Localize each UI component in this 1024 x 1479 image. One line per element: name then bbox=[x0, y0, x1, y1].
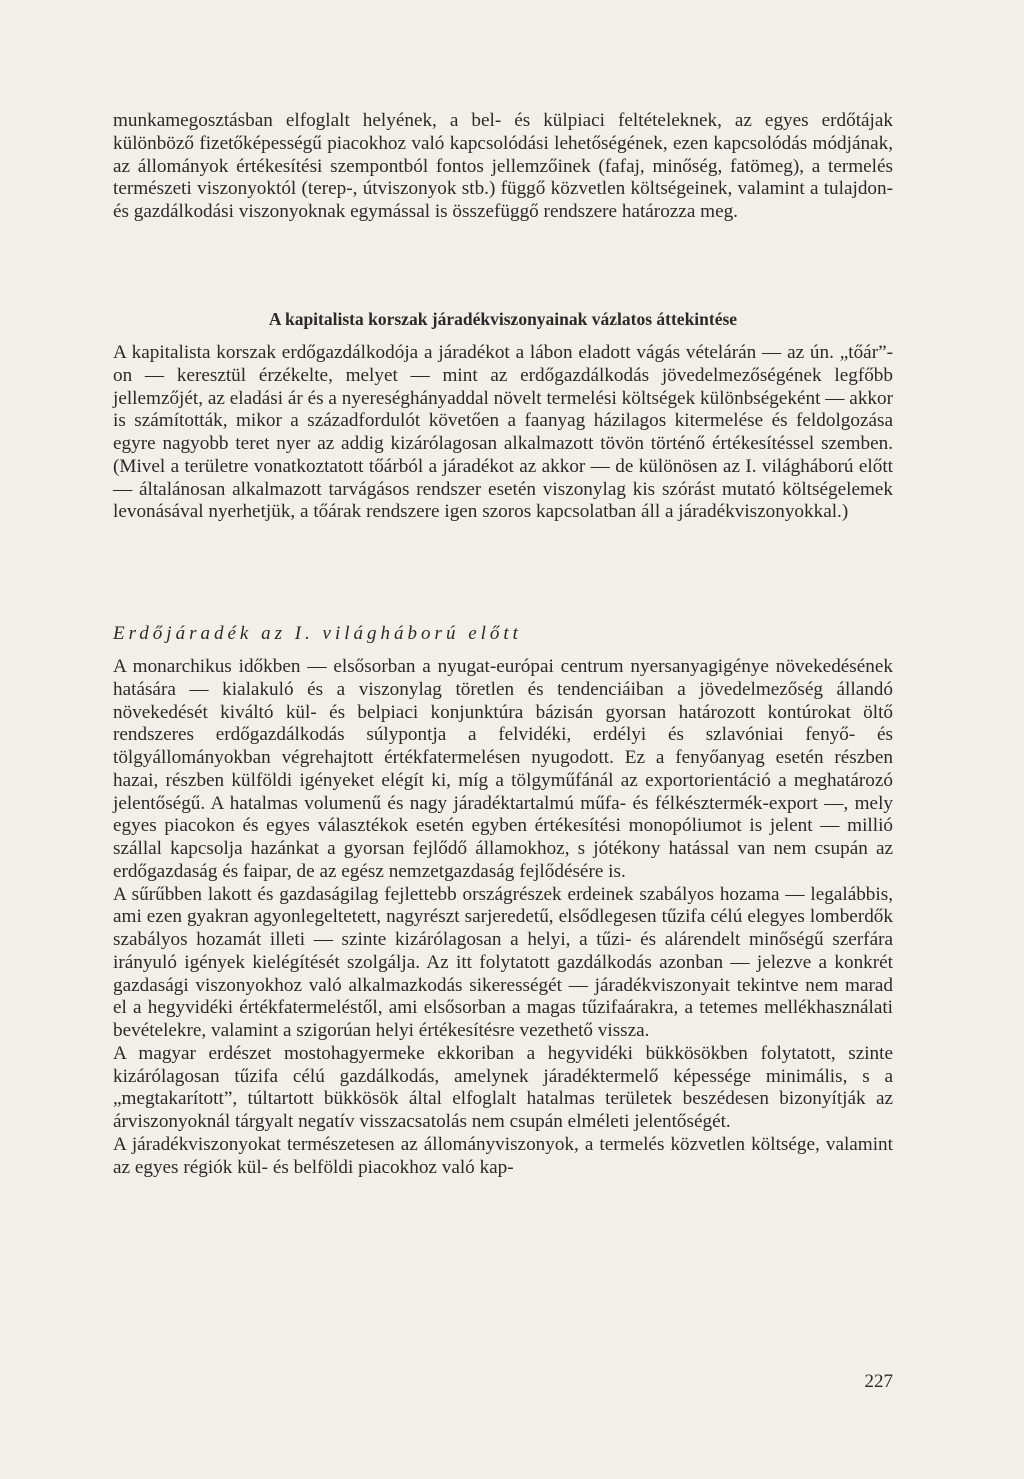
paragraph-5: A magyar erdészet mostohagyermeke ekkoriban a hegyvidéki bükkösökben folytatott, szinte kizárólagosan tűzifa célú gazdálkodás, amelynek járadéktermelő képessége minimális, s a „megtakarított”, túltartott bükkösök által elfoglalt hatalmas területek beszédesen bizonyítják az árviszonyoknál tárgyalt negatív visszacsatolás nem csupán elméleti jelentőségét. bbox=[113, 1042, 893, 1132]
subsection-heading: Erdőjáradék az I. világháború előtt bbox=[113, 623, 522, 644]
section-heading: A kapitalista korszak járadékviszonyainak vázlatos áttekintése bbox=[268, 309, 738, 329]
page-number: 227 bbox=[864, 1371, 893, 1392]
paragraph-1: munkamegosztásban elfoglalt helyének, a bel- és külpiaci feltételeknek, az egyes erdőtájak különböző fizetőképességű piacokhoz való kapcsolódási lehetőségének, ezen kapcsolódás módjának, az állományok értékesítési szempontból fontos jellemzőinek (fafaj, minőség, fatömeg), a termelés természeti viszonyoktól (terep-, útviszonyok stb.) függő közvetlen költségeinek, valamint a tulajdon- és gazdálkodási viszonyoknak egymással is összefüggő rendszere határozza meg. bbox=[113, 110, 893, 222]
body-text-block-3 bbox=[113, 656, 893, 1179]
body-text-block-1 bbox=[113, 110, 893, 224]
paragraph-3: A monarchikus időkben — elsősorban a nyugat-európai centrum nyersanyagigénye növekedésének hatására — kialakuló és a viszonylag töretlen és tendenciáiban a jövedelmezőség állandó növekedését kiváltó kül- és belpiaci konjunktúra bázisán gyorsan határozott kontúrokat öltő rendszeres erdőgazdálkodás súlypontja a felvidéki, erdélyi és szlavóniai fenyő- és tölgyállományokban végrehajtott értékfatermelésen nyugodott. Ez a fenyőanyag esetén részben hazai, részben külföldi igényeket elégít ki, míg a tölgyműfánál az exportorientáció a meghatározó jelentőségű. A hatalmas volumenű és nagy járadéktartalmú műfa- és félkésztermék-export —, mely egyes piacokon és egyes választékok esetén egyben értékesítési monopóliumot is jelent — millió szállal kapcsolja hazánkat a gyorsan fejlődő államokhoz, s jótékony hatással van nem csupán az erdőgazdaság és faipar, de az egész nemzetgazdaság fejlődésére is. bbox=[113, 656, 893, 882]
paragraph-2: A kapitalista korszak erdőgazdálkodója a járadékot a lábon eladott vágás vételárán — az ún. „tőár”-on — keresztül érzékelte, melyet — mint az erdőgazdálkodás jövedelmezőségének legfőbb jellemzőjét, az eladási ár és a nyereséghányaddal növelt termelési költségek különbségeként — akkor is számították, mikor a századfordulót követően a faanyag házilagos kitermelése és feldolgozása egyre nagyobb teret nyer az addig kizárólagosan alkalmazott tövön történő értékesítéssel szemben. (Mivel a területre vonatkoztatott tőárból a járadékot az akkor — de különösen az I. világháború előtt — általánosan alkalmazott tarvágásos rendszer esetén viszonylag kis szórást mutató költségelemek levonásával nyerhetjük, a tőárak rendszere igen szoros kapcsolatban áll a járadékviszonyokkal.) bbox=[113, 342, 893, 523]
paragraph-4: A sűrűbben lakott és gazdaságilag fejlettebb országrészek erdeinek szabályos hozama — legalábbis, ami ezen gyakran agyonlegeltetett, nagyrészt sarjeredetű, elsődlegesen tűzifa célú elegyes lomberdők szabályos hozamát illeti — szinte kizárólagosan a helyi, a tűzi- és alárendelt minőségű szerfára irányuló igények kielégítését szolgálja. Az itt folytatott gazdálkodás azonban — jelezve a konkrét gazdasági viszonyokhoz való alkalmazkodás sikerességét — járadékviszonyait tekintve nem marad el a hegyvidéki értékfatermeléstől, ami elsősorban a magas tűzifaárakra, a tetemes mellékhasználati bevételekre, valamint a szigorúan helyi értékesítésre vezethető vissza. bbox=[113, 883, 893, 1041]
paragraph-6: A járadékviszonyokat természetesen az állományviszonyok, a termelés közvetlen költsége, valamint az egyes régiók kül- és belföldi piacokhoz való kap- bbox=[113, 1133, 893, 1178]
body-text-block-2 bbox=[113, 342, 893, 524]
